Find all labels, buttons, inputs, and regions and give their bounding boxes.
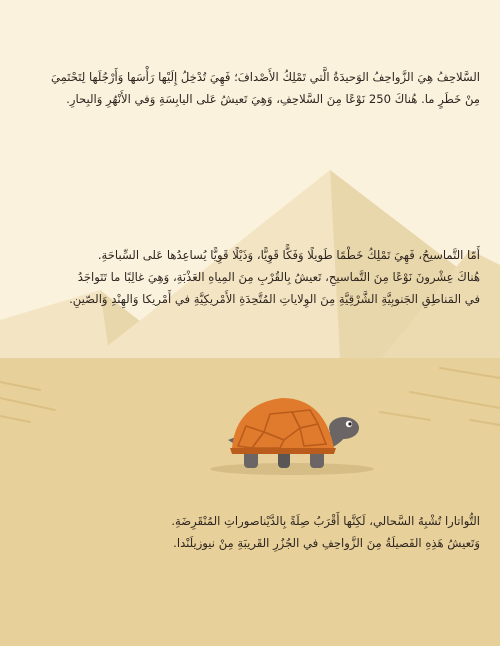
text-line: في المَناطِقِ الجَنوبِيَّةِ الشَّرْقِيَّةِ مِنَ الوِلاياتِ المُتَّحِدَةِ الأَمْريكِيَّةِ في أَمْريكا وَالهِنْدِ وَالصّينِ. bbox=[69, 292, 480, 306]
text-line: هُناكَ عِشْرونَ نَوْعًا مِنَ التَّماسيحِ، تَعيشُ بِالقُرْبِ مِنَ المِياهِ العَذْبَةِ، وَهِيَ غالِبًا ما تَتَواجَدُ bbox=[77, 270, 480, 284]
turtle-head bbox=[329, 417, 359, 439]
desert-ground bbox=[0, 358, 500, 646]
text-line: التُّواتارا تُشْبِهُ السَّحالي، لَكِنَّها أَقْرَبُ صِلَةً بِالدَّيْناصوراتِ المُنْقَرِضَةِ. bbox=[171, 514, 480, 528]
text-line: أَمّا التَّماسيحُ، فَهِيَ تَمْلِكُ خَطْمًا طَويلًا وَفَكًّا قَوِيًّا، وَذَيْلًا قَوِيًّا يُساعِدُها عَلى السِّباحَةِ. bbox=[97, 248, 480, 262]
text-line: وَتَعيشُ هَذِهِ الفَصيلَةُ مِنَ الزَّواحِفِ في الجُزُرِ القَريبَةِ مِنْ نيوزيلَنْدا. bbox=[173, 536, 480, 550]
text-line: مِنْ خَطَرٍ ما. هُناكَ 250 نَوْعًا مِنَ السَّلاحِفِ، وَهِيَ تَعيشُ عَلى اليابِسَةِ وَفي الأَنْهُرِ وَالبِحارِ. bbox=[66, 92, 480, 106]
turtle-pupil bbox=[348, 422, 351, 425]
paragraph-crocodiles bbox=[20, 244, 480, 310]
turtle-shadow bbox=[210, 463, 374, 475]
turtle-shell-rim bbox=[230, 448, 336, 454]
paragraph-turtles bbox=[20, 66, 480, 110]
paragraph-tuatara bbox=[60, 510, 480, 554]
text-line: السَّلاحِفُ هِيَ الزَّواحِفُ الوَحيدَةُ الَّتي تَمْلِكُ الأَصْدافَ؛ فَهِيَ تُدْخِلُ إِلَيْها رَأْسَها وَأَرْجُلَها لِتَحْتَمِيَ bbox=[50, 70, 480, 84]
